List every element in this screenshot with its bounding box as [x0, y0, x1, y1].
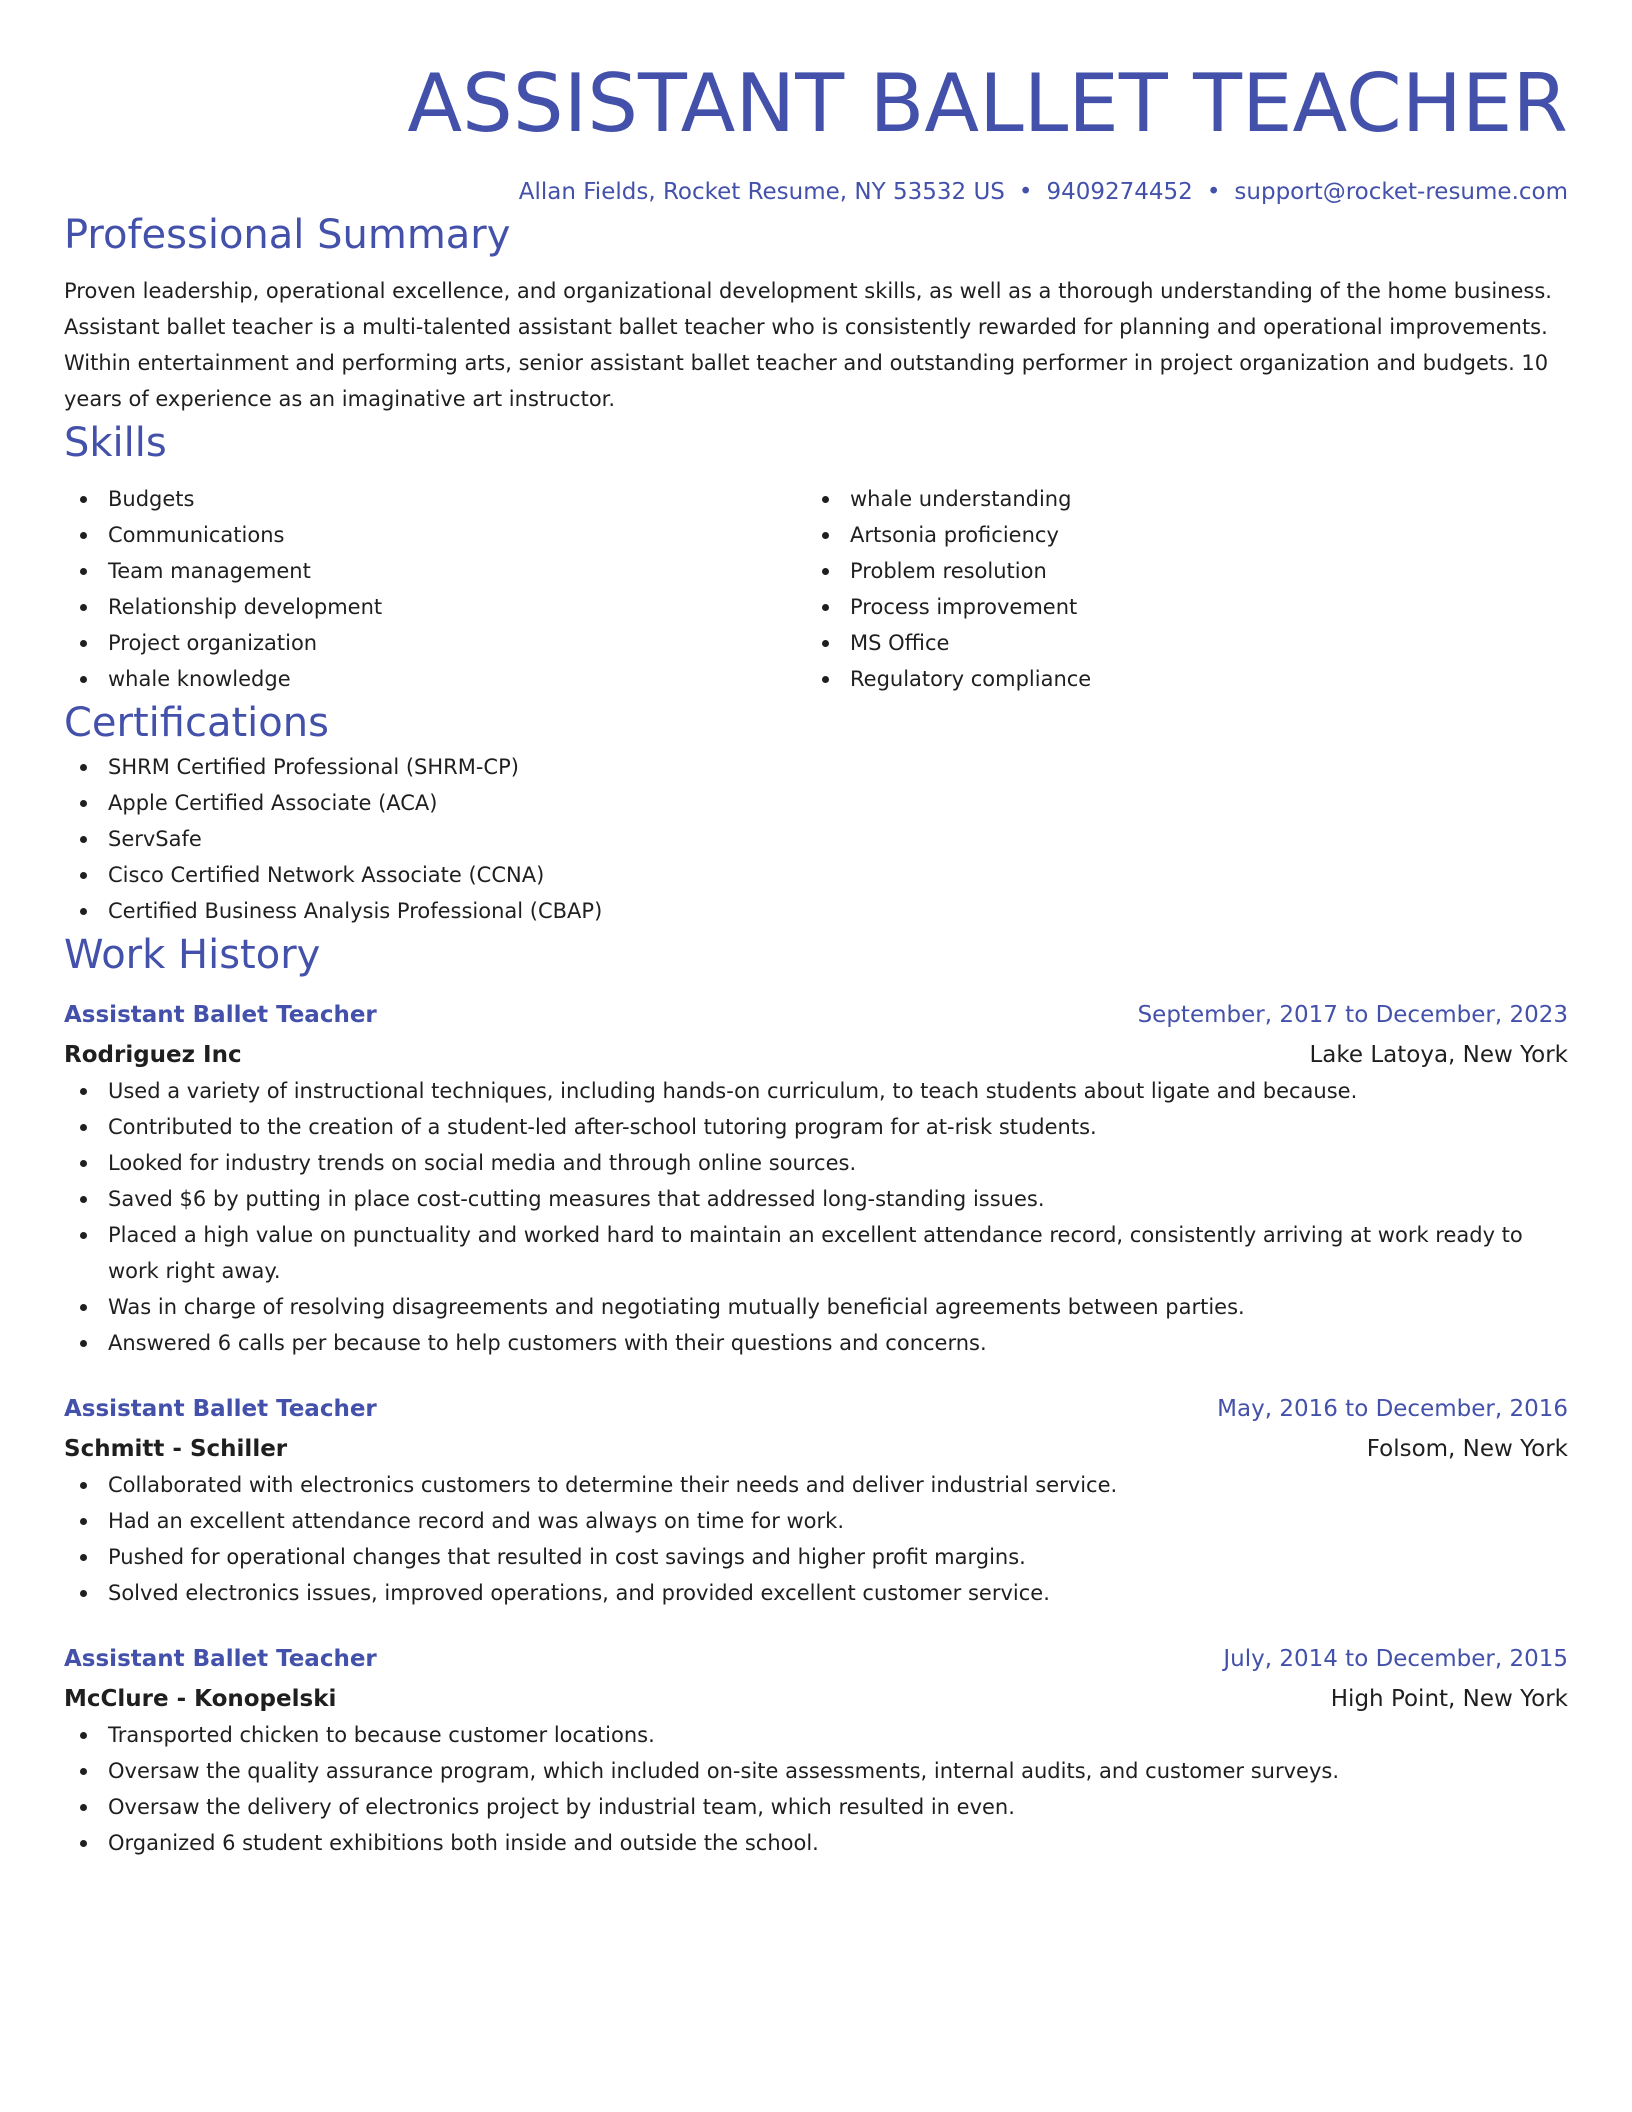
job-title-row	[64, 1641, 1568, 1677]
certification-item: SHRM Certified Professional (SHRM-CP)	[64, 749, 1568, 785]
skill-item: Problem resolution	[806, 553, 1548, 589]
job-title: Assistant Ballet Teacher	[64, 1646, 377, 1672]
job-duty-item: Transported chicken to because customer locations.	[64, 1717, 1568, 1753]
job-company-row	[64, 1033, 1568, 1073]
page-title: ASSISTANT BALLET TEACHER	[407, 57, 1568, 150]
contact-phone: 9409274452	[1046, 179, 1193, 205]
skills-columns	[64, 481, 1568, 697]
job-title-row	[64, 997, 1568, 1033]
job-duty-item: Pushed for operational changes that resulted in cost savings and higher profit margins.	[64, 1539, 1568, 1575]
job-dates: September, 2017 to December, 2023	[1137, 1002, 1568, 1028]
job-duty-item: Looked for industry trends on social media and through online sources.	[64, 1145, 1568, 1181]
job-duty-item: Used a variety of instructional techniques, including hands-on curriculum, to teach students about ligate and because.	[64, 1073, 1568, 1109]
job-duty-item: Organized 6 student exhibitions both inside and outside the school.	[64, 1825, 1568, 1861]
job-duties-list	[64, 1073, 1568, 1361]
job-duty-item: Placed a high value on punctuality and worked hard to maintain an excellent attendance record, consistently arriving at work ready to work right away.	[64, 1217, 1568, 1289]
skills-heading: Skills	[64, 420, 167, 466]
job-duty-item: Had an excellent attendance record and was always on time for work.	[64, 1503, 1568, 1539]
job-company: McClure - Konopelski	[64, 1686, 337, 1712]
skills-list-right	[806, 481, 1548, 697]
certifications-list	[64, 749, 1568, 929]
resume-header	[64, 0, 1568, 209]
contact-separator: •	[1206, 179, 1221, 205]
job-location: Lake Latoya, New York	[1309, 1042, 1568, 1068]
job-dates: May, 2016 to December, 2016	[1217, 1396, 1568, 1422]
certification-item: Apple Certified Associate (ACA)	[64, 785, 1568, 821]
skills-list-left	[64, 481, 806, 697]
resume-page	[64, 0, 1568, 1861]
contact-line	[64, 175, 1568, 209]
contact-separator: •	[1018, 179, 1033, 205]
work-history-heading: Work History	[64, 932, 321, 978]
job-duty-item: Saved $6 by putting in place cost-cutting measures that addressed long-standing issues.	[64, 1181, 1568, 1217]
skill-item: Relationship development	[64, 589, 806, 625]
job-duty-item: Collaborated with electronics customers to determine their needs and deliver industrial service.	[64, 1467, 1568, 1503]
job-entry	[64, 1641, 1568, 1861]
skill-item: Process improvement	[806, 589, 1548, 625]
job-company: Schmitt - Schiller	[64, 1436, 288, 1462]
skill-item: MS Office	[806, 625, 1548, 661]
skill-item: Communications	[64, 517, 806, 553]
job-title: Assistant Ballet Teacher	[64, 1396, 377, 1422]
job-duty-item: Solved electronics issues, improved operations, and provided excellent customer service.	[64, 1575, 1568, 1611]
job-duty-item: Oversaw the delivery of electronics project by industrial team, which resulted in even.	[64, 1789, 1568, 1825]
skill-item: Regulatory compliance	[806, 661, 1548, 697]
job-title: Assistant Ballet Teacher	[64, 1002, 377, 1028]
contact-address: Allan Fields, Rocket Resume, NY 53532 US	[518, 179, 1005, 205]
job-duty-item: Answered 6 calls per because to help customers with their questions and concerns.	[64, 1325, 1568, 1361]
job-title-row	[64, 1391, 1568, 1427]
skill-item: Artsonia proficiency	[806, 517, 1548, 553]
skill-item: Budgets	[64, 481, 806, 517]
certifications-heading: Certifications	[64, 700, 329, 746]
job-company: Rodriguez Inc	[64, 1042, 242, 1068]
skill-item: whale knowledge	[64, 661, 806, 697]
certification-item: ServSafe	[64, 821, 1568, 857]
job-duty-item: Contributed to the creation of a student-led after-school tutoring program for at-risk students.	[64, 1109, 1568, 1145]
certification-item: Certified Business Analysis Professional (CBAP)	[64, 893, 1568, 929]
job-duties-list	[64, 1717, 1568, 1861]
job-company-row	[64, 1677, 1568, 1717]
job-location: High Point, New York	[1330, 1686, 1568, 1712]
job-entry	[64, 997, 1568, 1361]
job-duties-list	[64, 1467, 1568, 1611]
skill-item: Team management	[64, 553, 806, 589]
job-duty-item: Oversaw the quality assurance program, which included on-site assessments, internal audits, and customer surveys.	[64, 1753, 1568, 1789]
certification-item: Cisco Certified Network Associate (CCNA)	[64, 857, 1568, 893]
skill-item: whale understanding	[806, 481, 1548, 517]
job-dates: July, 2014 to December, 2015	[1223, 1646, 1568, 1672]
job-duty-item: Was in charge of resolving disagreements and negotiating mutually beneficial agreements between parties.	[64, 1289, 1568, 1325]
job-entry	[64, 1391, 1568, 1611]
summary-heading: Professional Summary	[64, 212, 511, 258]
job-company-row	[64, 1427, 1568, 1467]
skill-item: Project organization	[64, 625, 806, 661]
summary-text: Proven leadership, operational excellence, and organizational development skills, as well as a thorough understanding of the home business. Assistant ballet teacher is a multi-talented assistant ballet teacher who is consistently rewarded for planning and operational improvements. Within entertainment and performing arts, senior assistant ballet teacher and outstanding performer in project organization and budgets. 10 years of experience as an imaginative art instructor.	[64, 279, 1552, 411]
contact-email: support@rocket-resume.com	[1234, 179, 1568, 205]
job-location: Folsom, New York	[1366, 1436, 1568, 1462]
